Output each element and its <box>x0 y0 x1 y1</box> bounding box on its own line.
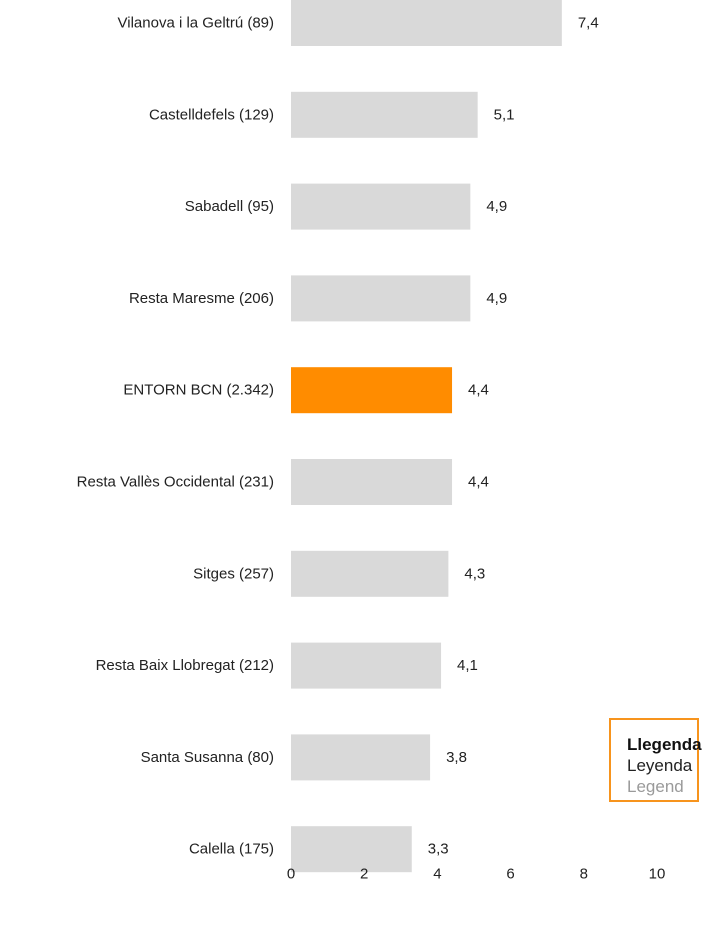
value-label: 4,4 <box>468 473 489 491</box>
bar <box>291 734 430 780</box>
value-label: 3,8 <box>446 748 467 766</box>
category-label: Calella (175) <box>188 840 274 858</box>
bar <box>291 184 470 230</box>
category-label: Resta Vallès Occidental (231) <box>76 473 274 491</box>
category-label: Vilanova i la Geltrú (89) <box>117 14 274 32</box>
bar <box>291 551 448 597</box>
value-label: 4,9 <box>486 289 508 307</box>
bar <box>291 459 452 505</box>
legend-line-spanish: Leyenda <box>627 756 693 775</box>
x-tick-label: 0 <box>286 865 296 883</box>
bar <box>291 367 452 413</box>
x-tick-label: 2 <box>360 865 369 883</box>
bar <box>291 92 478 138</box>
category-label: Sitges (257) <box>193 565 274 583</box>
legend-line-catalan: Llegenda <box>627 735 702 754</box>
x-tick-label: 6 <box>506 865 515 883</box>
value-label: 4,3 <box>464 565 486 583</box>
value-label: 4,9 <box>486 198 508 216</box>
category-label: Sabadell (95) <box>184 198 274 216</box>
x-tick-label: 4 <box>433 865 442 883</box>
category-label: Resta Baix Llobregat (212) <box>95 657 274 675</box>
value-label: 3,3 <box>427 840 449 858</box>
legend-line-english: Legend <box>627 777 684 796</box>
x-tick-label: 10 <box>648 865 666 883</box>
category-label: ENTORN BCN (2.342) <box>123 381 274 399</box>
category-label: Resta Maresme (206) <box>128 289 274 307</box>
bar <box>291 643 441 689</box>
category-label: Castelldefels (129) <box>148 106 274 124</box>
value-label: 7,4 <box>577 14 599 32</box>
category-label: Santa Susanna (80) <box>140 748 274 766</box>
bar <box>291 826 412 872</box>
value-label: 4,4 <box>468 381 489 399</box>
bar <box>291 275 470 321</box>
bar <box>291 0 562 46</box>
legend-box <box>609 718 702 802</box>
value-label: 4,1 <box>457 657 478 675</box>
value-label: 5,1 <box>493 106 515 124</box>
x-tick-label: 8 <box>579 865 588 883</box>
